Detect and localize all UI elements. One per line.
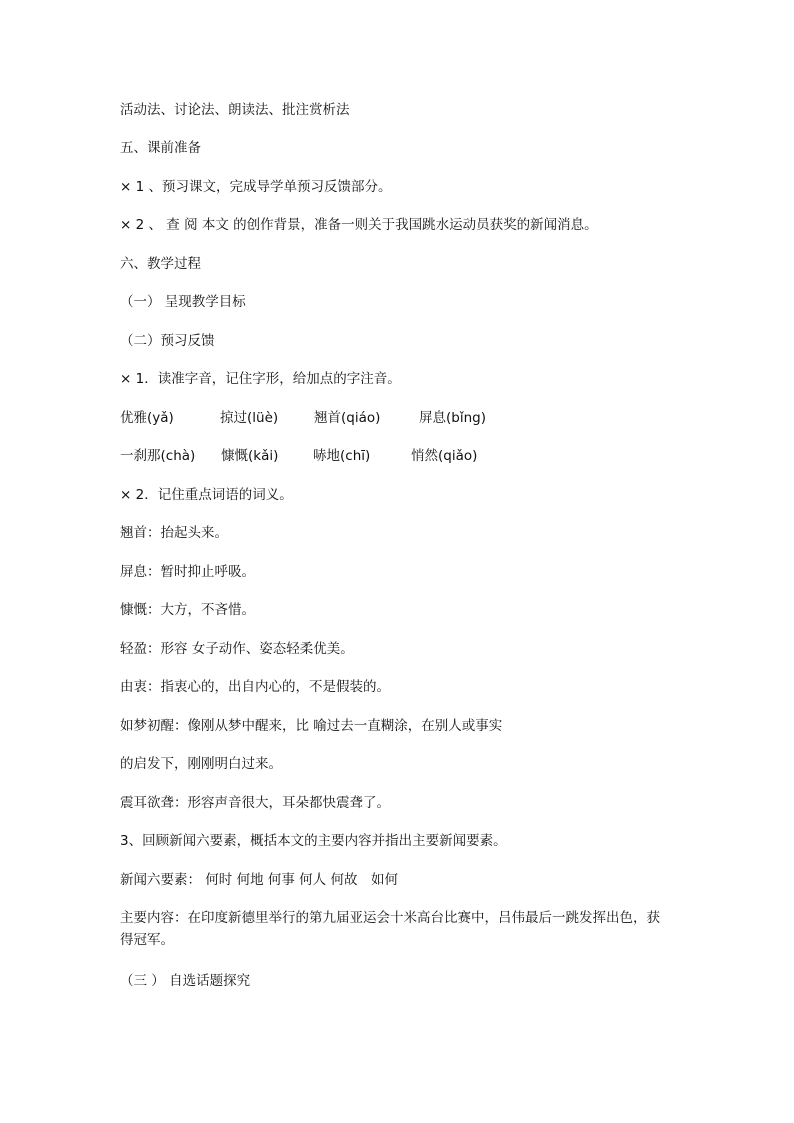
- section-heading-preparation: 五、课前准备: [120, 140, 201, 156]
- vocab-definition: 轻盈：形容 女子动作、姿态轻柔优美。: [120, 641, 354, 657]
- task-vocabulary: × 2．记住重点词语的词义。: [120, 487, 293, 503]
- vocab-definition: 由衷：指衷心的，出自内心的，不是假装的。: [120, 679, 390, 695]
- task-pronunciation: × 1．读准字音，记住字形，给加点的字注音。: [120, 371, 401, 387]
- pinyin-item: 悄然(qiǎo): [411, 448, 478, 464]
- pinyin-item: 优雅(yǎ): [120, 410, 174, 426]
- section-heading-process: 六、教学过程: [120, 256, 201, 272]
- news-six-elements: 新闻六要素： 何时 何地 何事 何人 何故 如何: [120, 872, 398, 888]
- subheading-topic-inquiry: （三 ） 自选话题探究: [120, 973, 251, 989]
- teaching-methods: 活动法、讨论法、朗读法、批注赏析法: [120, 102, 350, 118]
- pinyin-item: 翘首(qiáo): [314, 410, 381, 426]
- vocab-definition: 翘首：抬起头来。: [120, 525, 228, 541]
- pinyin-item: 掠过(lüè): [220, 410, 279, 426]
- vocab-definition: 慷慨：大方，不吝惜。: [120, 602, 255, 618]
- main-content-summary: 主要内容：在印度新德里举行的第九届亚运会十米高台比赛中，吕伟最后一跳发挥出色，获得冠军。: [120, 910, 660, 948]
- pinyin-item: 慷慨(kǎi): [221, 448, 279, 464]
- vocab-definition: 震耳欲聋：形容声音很大，耳朵都快震聋了。: [120, 795, 390, 811]
- prep-item-1: × 1 、预习课文，完成导学单预习反馈部分。: [120, 179, 392, 195]
- pinyin-item: 一刹那(chà): [120, 448, 196, 464]
- task-news-elements: 3、回顾新闻六要素，概括本文的主要内容并指出主要新闻要素。: [120, 833, 507, 849]
- pinyin-item: 屏息(bǐng): [419, 410, 486, 426]
- subheading-goals: （一） 呈现教学目标: [120, 294, 246, 310]
- pinyin-item: 哧地(chī): [313, 448, 371, 464]
- prep-item-2: × 2 、 查 阅 本文 的创作背景，准备一则关于我国跳水运动员获奖的新闻消息。: [120, 217, 598, 233]
- vocab-definition: 屏息：暂时抑止呼吸。: [120, 564, 255, 580]
- vocab-definition: 如梦初醒：像刚从梦中醒来，比 喻过去一直糊涂，在别人或事实: [120, 718, 503, 734]
- vocab-definition-continued: 的启发下，刚刚明白过来。: [120, 756, 282, 772]
- subheading-preview: （二）预习反馈: [120, 333, 215, 349]
